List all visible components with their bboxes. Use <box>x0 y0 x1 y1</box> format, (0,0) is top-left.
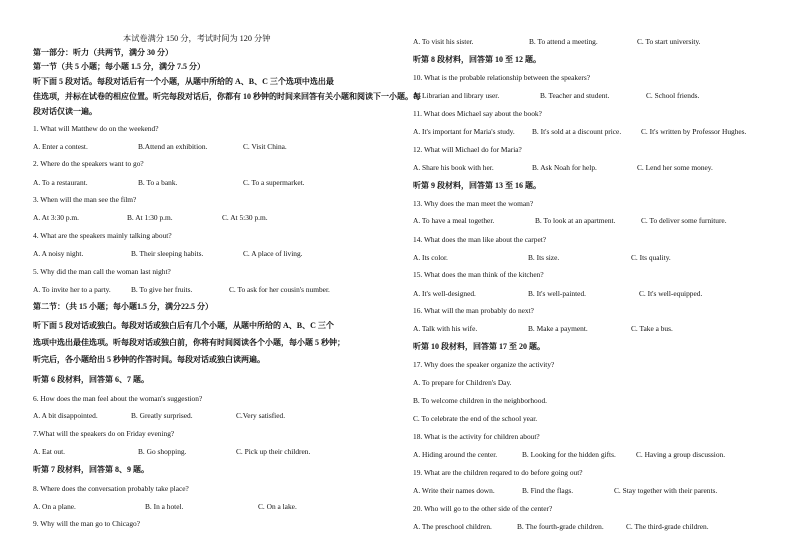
option-c: C. Visit China. <box>243 142 287 151</box>
part-heading: 第一部分：听力（共两节，满分 30 分） <box>33 48 173 57</box>
option-c: C. To a supermarket. <box>243 178 305 187</box>
option-c: C. Having a group discussion. <box>636 450 726 459</box>
instruction-line: 听完后，各小题给出 5 秒钟的作答时间。每段对话或独白读两遍。 <box>33 355 265 364</box>
option-a: A. Hiding around the center. <box>413 450 498 459</box>
option-b: B. Looking for the hidden gifts. <box>522 450 616 459</box>
option-b: B. To a bank. <box>138 178 178 187</box>
option-a: A. Eat out. <box>33 447 66 456</box>
question-5: 5. Why did the man call the woman last night? <box>33 267 171 276</box>
option-c: C. To ask for her cousin's number. <box>229 285 330 294</box>
option-a: A. To invite her to a party. <box>33 285 111 294</box>
question-12: 12. What will Michael do for Maria? <box>413 145 522 154</box>
option-a: A. A bit disappointed. <box>33 411 98 420</box>
option-b: B. Their sleeping habits. <box>131 249 204 258</box>
instruction-line: 段对话仅读一遍。 <box>33 107 97 116</box>
option-b: B. To give her fruits. <box>131 285 193 294</box>
option-a: A. To visit his sister. <box>413 37 474 46</box>
option-b: B. To welcome children in the neighborhood. <box>413 396 547 405</box>
question-6: 6. How does the man feel about the woman's suggestion? <box>33 394 203 403</box>
option-c: C. School friends. <box>646 91 700 100</box>
option-a: A. It's well-designed. <box>413 289 476 298</box>
question-11: 11. What does Michael say about the book? <box>413 109 542 118</box>
option-b: B. Its size. <box>528 253 560 262</box>
option-b: B. At 1:30 p.m. <box>127 213 173 222</box>
material-heading: 听第 9 段材料，回答第 13 至 16 题。 <box>413 181 541 190</box>
option-c: C. Pick up their children. <box>236 447 311 456</box>
option-c: C. To start university. <box>637 37 701 46</box>
question-3: 3. When will the man see the film? <box>33 195 137 204</box>
question-1: 1. What will Matthew do on the weekend? <box>33 124 159 133</box>
question-18: 18. What is the activity for children about? <box>413 432 540 441</box>
question-15: 15. What does the man think of the kitchen? <box>413 270 544 279</box>
section-heading: 第一节（共 5 小题；每小题 1.5 分，满分 7.5 分） <box>33 62 205 71</box>
option-b: B. It's sold at a discount price. <box>532 127 622 136</box>
question-7: 7.What will the speakers do on Friday evening? <box>33 429 175 438</box>
option-a: A. To have a meal together. <box>413 216 495 225</box>
option-a: A. Enter a contest. <box>33 142 88 151</box>
option-c: C. On a lake. <box>258 502 297 511</box>
exam-header: 本试卷满分 150 分，考试时间为 120 分钟 <box>123 34 271 43</box>
option-c: C. Take a bus. <box>631 324 673 333</box>
material-heading: 听第 8 段材料，回答第 10 至 12 题。 <box>413 55 541 64</box>
option-b: B. Go shopping. <box>138 447 187 456</box>
option-b: B. In a hotel. <box>145 502 184 511</box>
option-c: C. At 5:30 p.m. <box>222 213 268 222</box>
instruction-line: 听下面 5 段对话或独白。每段对话或独白后有几个小题，从题中所给的 A、B、C 三个 <box>33 321 334 330</box>
option-a: A. It's important for Maria's study. <box>413 127 515 136</box>
option-c: C. The third-grade children. <box>626 522 709 531</box>
option-a: A. Its color. <box>413 253 448 262</box>
option-b: B. Make a payment. <box>528 324 588 333</box>
question-4: 4. What are the speakers mainly talking about? <box>33 231 172 240</box>
option-c: C. Its quality. <box>631 253 671 262</box>
question-13: 13. Why does the man meet the woman? <box>413 199 534 208</box>
option-a: A. Write their names down. <box>413 486 495 495</box>
material-heading: 听第 6 段材料，回答第 6、7 题。 <box>33 375 149 384</box>
question-8: 8. Where does the conversation probably take place? <box>33 484 189 493</box>
option-b: B. Greatly surprised. <box>131 411 193 420</box>
instruction-line: 选项中选出最佳选项。听每段对话或独白前，你将有时间阅读各个小题，每小题 5 秒钟； <box>33 338 345 347</box>
instruction-line: 佳选项，并标在试卷的相应位置。听完每段对话后，你都有 10 秒钟的时间来回答有关小题和阅读下一小题。每 <box>33 92 421 101</box>
option-c: C.Very satisfied. <box>236 411 286 420</box>
section-heading: 第二节：（共 15 小题；每小题1.5 分，满分22.5 分） <box>33 302 213 311</box>
option-b: B.Attend an exhibition. <box>138 142 208 151</box>
question-9: 9. Why will the man go to Chicago? <box>33 519 141 528</box>
material-heading: 听第 10 段材料，回答第 17 至 20 题。 <box>413 342 545 351</box>
option-a: A. A noisy night. <box>33 249 84 258</box>
option-c: C. It's written by Professor Hughes. <box>641 127 747 136</box>
option-b: B. Find the flags. <box>522 486 574 495</box>
option-c: C. It's well-equipped. <box>639 289 703 298</box>
option-b: B. It's well-painted. <box>528 289 586 298</box>
option-a: A. To prepare for Children's Day. <box>413 378 512 387</box>
option-c: C. A place of living. <box>243 249 303 258</box>
option-a: A. Librarian and library user. <box>413 91 500 100</box>
option-b: B. Teacher and student. <box>540 91 610 100</box>
option-b: B. Ask Noah for help. <box>532 163 597 172</box>
option-b: B. To look at an apartment. <box>535 216 616 225</box>
option-c: C. To celebrate the end of the school year. <box>413 414 538 423</box>
material-heading: 听第 7 段材料，回答第 8、9 题。 <box>33 465 149 474</box>
option-a: A. On a plane. <box>33 502 76 511</box>
question-17: 17. Why does the speaker organize the activity? <box>413 360 555 369</box>
instruction-line: 听下面 5 段对话。每段对话后有一个小题，从题中所给的 A、B、C 三个选项中选出最 <box>33 77 334 86</box>
option-c: C. Stay together with their parents. <box>614 486 718 495</box>
option-a: A. The preschool children. <box>413 522 492 531</box>
option-b: B. To attend a meeting. <box>529 37 598 46</box>
option-c: C. To deliver some furniture. <box>641 216 727 225</box>
question-2: 2. Where do the speakers want to go? <box>33 159 144 168</box>
option-a: A. Share his book with her. <box>413 163 494 172</box>
question-14: 14. What does the man like about the carpet? <box>413 235 547 244</box>
question-19: 19. What are the children reqared to do before going out? <box>413 468 583 477</box>
option-b: B. The fourth-grade children. <box>517 522 604 531</box>
option-a: A. At 3:30 p.m. <box>33 213 79 222</box>
option-a: A. To a restaurant. <box>33 178 88 187</box>
question-20: 20. Who will go to the other side of the center? <box>413 504 553 513</box>
option-a: A. Talk with his wife. <box>413 324 478 333</box>
question-10: 10. What is the probable relationship between the speakers? <box>413 73 590 82</box>
question-16: 16. What will the man probably do next? <box>413 306 534 315</box>
option-c: C. Lend her some money. <box>637 163 713 172</box>
